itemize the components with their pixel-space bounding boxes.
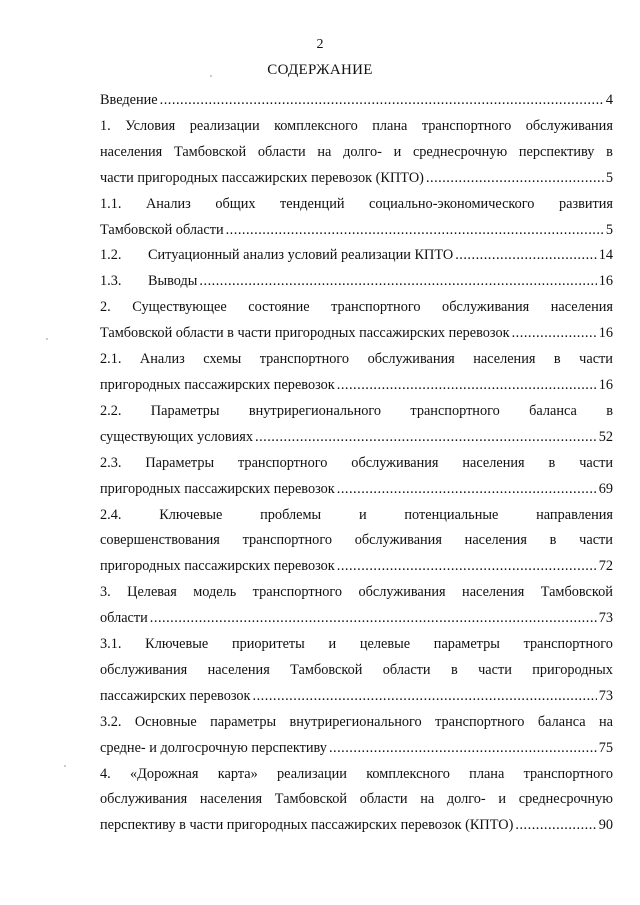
- toc-word: плана: [469, 765, 505, 782]
- toc-word: обслуживания: [442, 299, 530, 316]
- toc-word: социально-экономического: [368, 195, 535, 212]
- toc-entry-line: [100, 528, 613, 554]
- toc-entry-line: [100, 399, 613, 425]
- toc-word: обслуживания: [100, 661, 188, 678]
- toc-entry-line: [100, 503, 613, 529]
- toc-word: обслуживания: [100, 791, 188, 808]
- toc-entry-final-line: [100, 606, 613, 632]
- toc-word: Анализ: [139, 351, 185, 368]
- toc-entry-text: Выводы: [148, 273, 198, 290]
- toc-entry-final-line: [100, 218, 613, 244]
- toc-word: населения: [464, 532, 527, 549]
- toc-word: схемы: [203, 351, 242, 368]
- dot-leader: [226, 218, 604, 244]
- dot-leader: [455, 243, 597, 269]
- toc-word: реализации: [277, 765, 347, 782]
- dot-leader: [337, 477, 597, 503]
- toc-entry-line: [100, 710, 613, 736]
- toc-entry-final-line: [100, 243, 613, 269]
- toc-word: населения: [100, 143, 163, 160]
- toc-entry: [100, 295, 613, 347]
- toc-entry-text: пассажирских перевозок: [100, 687, 251, 704]
- toc-entry-line: [100, 762, 613, 788]
- toc-entry-line: [100, 192, 613, 218]
- toc-word: целевые: [359, 636, 411, 653]
- toc-word: транспортного: [421, 117, 512, 134]
- toc-word: области: [382, 661, 431, 678]
- dot-leader: [337, 554, 597, 580]
- toc-entry-page: 72: [598, 558, 613, 575]
- toc-word: и: [393, 143, 402, 160]
- toc-word: обслуживания: [358, 584, 446, 601]
- dot-leader: [426, 166, 604, 192]
- toc-word: Параметры: [150, 402, 220, 419]
- toc-entry-text: существующих условиях: [100, 428, 253, 445]
- toc-entry-line: [100, 295, 613, 321]
- toc-word: перспективу: [518, 143, 595, 160]
- toc-entry-page: 16: [598, 273, 613, 290]
- toc-word: направления: [536, 506, 613, 523]
- toc-word: долго-: [446, 791, 486, 808]
- toc-entry-final-line: [100, 736, 613, 762]
- toc-word: транспортного: [523, 636, 613, 653]
- toc-entry-number: 1.3.: [100, 273, 122, 290]
- toc-word: части: [579, 532, 613, 549]
- toc-word: среднесрочную: [412, 143, 508, 160]
- toc-word: 1.1.: [100, 195, 122, 212]
- toc-word: области: [257, 143, 306, 160]
- toc-word: плана: [372, 117, 408, 134]
- toc-word: транспортного: [242, 532, 332, 549]
- toc-entry-line: [100, 632, 613, 658]
- toc-entry-final-line: [100, 269, 613, 295]
- toc-entry-line: [100, 347, 613, 373]
- toc-entry-line: [100, 140, 613, 166]
- toc-word: комплексного: [366, 765, 450, 782]
- toc-word: Целевая: [127, 584, 177, 601]
- toc-entry: [100, 762, 613, 840]
- toc-entry-line: [100, 451, 613, 477]
- toc-entry: [100, 192, 613, 244]
- toc-entry: [100, 114, 613, 192]
- toc-entry-page: 52: [598, 428, 613, 445]
- toc-entry-text: Тамбовской области: [100, 221, 224, 238]
- toc-entry-final-line: [100, 554, 613, 580]
- toc-word: 2.4.: [100, 506, 122, 523]
- toc-word: Условия: [125, 117, 176, 134]
- toc-word: и: [328, 636, 337, 653]
- toc-entry-line: [100, 114, 613, 140]
- dot-leader: [199, 269, 596, 295]
- toc-entry-text: пригородных пассажирских перевозок: [100, 558, 335, 575]
- toc-word: Ключевые: [145, 636, 209, 653]
- toc-entry-final-line: [100, 373, 613, 399]
- toc-entry-text: Ситуационный анализ условий реализации КПТО: [148, 247, 454, 264]
- toc-word: Параметры: [145, 454, 215, 471]
- toc-word: обслуживания: [354, 532, 442, 549]
- toc-word: и: [498, 791, 507, 808]
- toc-word: развития: [558, 195, 613, 212]
- toc-word: Тамбовской: [540, 584, 613, 601]
- toc-entry-page: 90: [598, 817, 613, 834]
- toc-entry: [100, 580, 613, 632]
- toc-word: состояние: [248, 299, 310, 316]
- toc-word: 3.: [100, 584, 111, 601]
- table-of-contents: [100, 88, 613, 839]
- toc-entry: [100, 451, 613, 503]
- toc-word: населения: [550, 299, 613, 316]
- toc-word: потенциальные: [404, 506, 499, 523]
- toc-word: населения: [473, 351, 536, 368]
- toc-word: населения: [199, 791, 263, 808]
- toc-word: 3.2.: [100, 713, 122, 730]
- toc-word: части: [478, 661, 512, 678]
- toc-entry-page: 69: [598, 480, 613, 497]
- scan-speck: [210, 75, 212, 77]
- toc-entry-line: [100, 580, 613, 606]
- toc-word: общих: [215, 195, 256, 212]
- dot-leader: [150, 606, 597, 632]
- toc-entry-page: 73: [598, 610, 613, 627]
- toc-word: Существующее: [132, 299, 227, 316]
- toc-entry-page: 5: [605, 221, 613, 238]
- toc-word: и: [358, 506, 367, 523]
- toc-entry-text: пригородных пассажирских перевозок: [100, 376, 335, 393]
- toc-word: транспортного: [523, 765, 613, 782]
- toc-entry-page: 75: [598, 739, 613, 756]
- scan-speck: [64, 765, 66, 767]
- toc-word: карта»: [217, 765, 258, 782]
- dot-leader: [329, 736, 597, 762]
- toc-entry-page: 5: [605, 169, 613, 186]
- toc-entry: [100, 632, 613, 710]
- toc-word: долго-: [343, 143, 382, 160]
- dot-leader: [253, 684, 597, 710]
- toc-entry-final-line: [100, 166, 613, 192]
- toc-word: 2.1.: [100, 351, 122, 368]
- toc-word: транспортного: [238, 454, 328, 471]
- toc-word: параметры: [210, 713, 277, 730]
- toc-entry-page: 4: [605, 92, 613, 108]
- toc-entry-text: части пригородных пассажирских перевозок (КПТО): [100, 169, 424, 186]
- toc-word: области: [359, 791, 408, 808]
- toc-entry: [100, 503, 613, 581]
- toc-word: обслуживания: [351, 454, 439, 471]
- toc-entry-text: перспективу в части пригородных пассажирских перевозок (КПТО): [100, 817, 514, 834]
- toc-word: Ключевые: [159, 506, 223, 523]
- toc-word: «Дорожная: [130, 765, 199, 782]
- dot-leader: [337, 373, 597, 399]
- toc-entry-page: 14: [598, 247, 613, 264]
- toc-word: модель: [193, 584, 237, 601]
- toc-entry: [100, 399, 613, 451]
- toc-word: совершенствования: [100, 532, 220, 549]
- toc-word: проблемы: [260, 506, 322, 523]
- page-title: СОДЕРЖАНИЕ: [267, 62, 373, 78]
- toc-word: баланса: [529, 402, 577, 419]
- toc-word: в: [549, 532, 557, 549]
- toc-entry-line: [100, 787, 613, 813]
- toc-entry-page: 16: [598, 376, 613, 393]
- toc-word: населения: [207, 661, 270, 678]
- toc-word: в: [606, 143, 613, 160]
- toc-word: среднесрочную: [518, 791, 613, 808]
- toc-word: комплексного: [274, 117, 358, 134]
- toc-entry-text: пригородных пассажирских перевозок: [100, 480, 335, 497]
- dot-leader: [160, 88, 604, 114]
- toc-word: 2.2.: [100, 402, 122, 419]
- toc-entry: [100, 269, 613, 295]
- toc-entry: [100, 710, 613, 762]
- toc-word: части: [579, 454, 613, 471]
- toc-word: Тамбовской: [274, 791, 348, 808]
- toc-word: в: [553, 351, 561, 368]
- dot-leader: [512, 321, 597, 347]
- toc-word: реализации: [189, 117, 260, 134]
- toc-word: приоритеты: [231, 636, 305, 653]
- toc-entry-final-line: [100, 684, 613, 710]
- toc-word: 3.1.: [100, 636, 122, 653]
- toc-word: обслуживания: [525, 117, 613, 134]
- toc-entry-text: области: [100, 610, 148, 627]
- toc-word: обслуживания: [367, 351, 455, 368]
- toc-word: транспортного: [252, 584, 343, 601]
- dot-leader: [255, 425, 597, 451]
- toc-word: Тамбовской: [290, 661, 363, 678]
- toc-word: населения: [462, 454, 525, 471]
- toc-entry-final-line: [100, 477, 613, 503]
- toc-word: тенденций: [280, 195, 345, 212]
- toc-entry-final-line: [100, 813, 613, 839]
- toc-word: 2.: [100, 299, 111, 316]
- toc-word: 1.: [100, 117, 111, 134]
- toc-entry-page: 73: [598, 687, 613, 704]
- toc-entry: [100, 347, 613, 399]
- toc-entry-final-line: [100, 88, 613, 114]
- toc-word: в: [606, 402, 613, 419]
- toc-word: Анализ: [145, 195, 191, 212]
- toc-word: транспортного: [331, 299, 421, 316]
- toc-word: части: [579, 351, 613, 368]
- toc-word: 2.3.: [100, 454, 122, 471]
- toc-word: баланса: [537, 713, 586, 730]
- toc-word: в: [450, 661, 458, 678]
- toc-entry-text: Тамбовской области в части пригородных пассажирских перевозок: [100, 325, 510, 342]
- toc-entry: [100, 88, 613, 114]
- toc-word: параметры: [433, 636, 500, 653]
- toc-word: транспортного: [259, 351, 350, 368]
- toc-word: Тамбовской: [173, 143, 247, 160]
- toc-word: Основные: [134, 713, 197, 730]
- toc-entry-final-line: [100, 425, 613, 451]
- page-number: 2: [316, 37, 324, 52]
- toc-word: 4.: [100, 765, 111, 782]
- toc-word: на: [599, 713, 613, 730]
- toc-entry-line: [100, 658, 613, 684]
- toc-word: внутрирегионального: [289, 713, 422, 730]
- toc-word: внутрирегионального: [248, 402, 382, 419]
- toc-word: в: [548, 454, 556, 471]
- dot-leader: [515, 813, 596, 839]
- scan-speck: [46, 338, 48, 340]
- toc-entry-text: Введение: [100, 92, 158, 108]
- toc-word: пригородных: [532, 661, 613, 678]
- toc-entry: [100, 243, 613, 269]
- toc-word: населения: [462, 584, 525, 601]
- toc-entry-page: 16: [598, 325, 613, 342]
- toc-word: на: [317, 143, 332, 160]
- toc-word: транспортного: [435, 713, 525, 730]
- toc-word: транспортного: [410, 402, 500, 419]
- toc-word: на: [420, 791, 435, 808]
- toc-entry-final-line: [100, 321, 613, 347]
- toc-entry-text: средне- и долгосрочную перспективу: [100, 739, 327, 756]
- toc-entry-number: 1.2.: [100, 247, 122, 264]
